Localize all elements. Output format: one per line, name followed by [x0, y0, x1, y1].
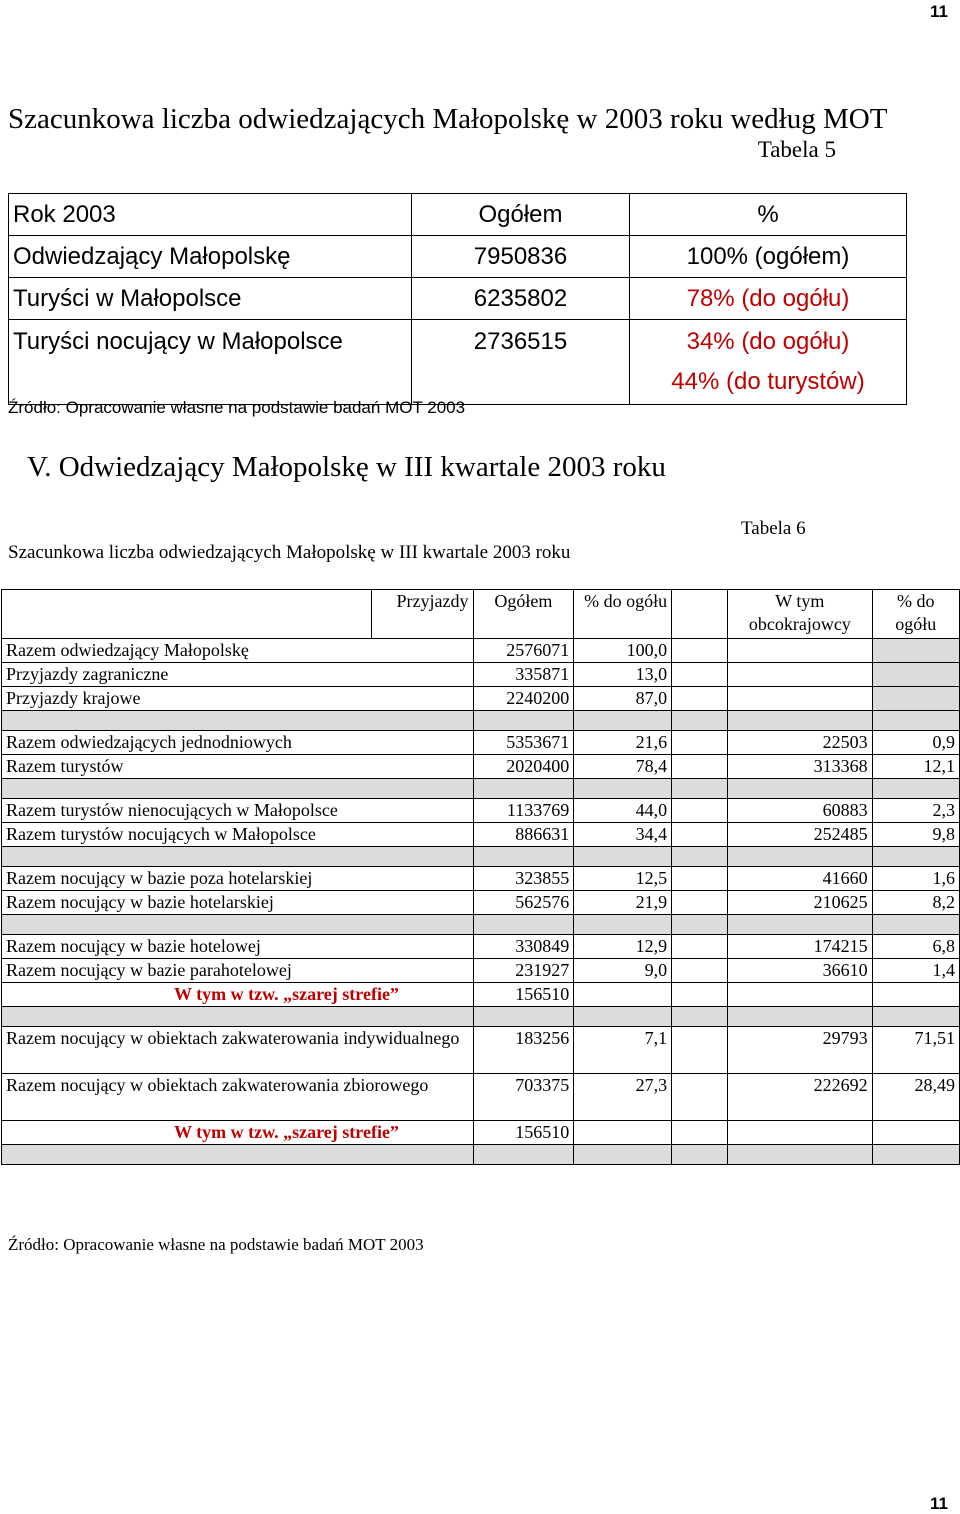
table5-cell-total: 7950836 — [412, 236, 630, 278]
table6-cell-gap — [672, 1074, 728, 1121]
table6-cell-foreign: 252485 — [728, 823, 873, 847]
table6-cell-gap — [672, 1121, 728, 1145]
table6-cell-pct: 44,0 — [574, 799, 672, 823]
table6-cell-gap — [672, 891, 728, 915]
table6-cell-gap — [672, 731, 728, 755]
table6-spacer-row — [2, 915, 960, 935]
table6-row — [2, 935, 960, 959]
table6-spacer-row — [2, 779, 960, 799]
table6-cell-total: 703375 — [473, 1074, 574, 1121]
table6-cell-name: Razem nocujący w bazie poza hotelarskiej — [2, 867, 474, 891]
page-number-bottom: 11 — [930, 1494, 948, 1513]
table6-header-row — [2, 590, 960, 639]
table6-cell-pct2: 8,2 — [872, 891, 959, 915]
table6-header-gap — [672, 590, 728, 639]
table6-cell-foreign: 210625 — [728, 891, 873, 915]
table6-cell-name: Razem nocujący w bazie hotelowej — [2, 935, 474, 959]
table6-cell-gap — [672, 687, 728, 711]
table6-row — [2, 639, 960, 663]
table6-row — [2, 959, 960, 983]
table6-cell-pct: 12,9 — [574, 935, 672, 959]
table6-cell-foreign — [728, 1121, 873, 1145]
table5-header-total: Ogółem — [412, 194, 630, 236]
table6-cell-gap — [672, 983, 728, 1007]
table6-cell-pct: 100,0 — [574, 639, 672, 663]
table6-cell-name: Przyjazdy zagraniczne — [2, 663, 474, 687]
section-heading: V. Odwiedzający Małopolskę w III kwartale 2003 roku — [27, 451, 666, 483]
table6-cell-pct2: 2,3 — [872, 799, 959, 823]
table6-cell-foreign — [728, 687, 873, 711]
table6-cell-name: Razem nocujący w bazie parahotelowej — [2, 959, 474, 983]
table6-cell-pct2 — [872, 663, 959, 687]
table6-cell-total: 330849 — [473, 935, 574, 959]
table5-cell-pct: 78% (do ogółu) — [630, 278, 907, 320]
table6-row — [2, 731, 960, 755]
table6-cell-name: Przyjazdy krajowe — [2, 687, 474, 711]
table6-cell-pct: 21,9 — [574, 891, 672, 915]
table5-cell-name: Odwiedzający Małopolskę — [9, 236, 412, 278]
table6-cell-gap — [672, 823, 728, 847]
table6-cell-gap — [672, 959, 728, 983]
table6-cell-name: W tym w tzw. „szarej strefie” — [2, 983, 474, 1007]
table6-cell-gap — [672, 867, 728, 891]
table6-cell-foreign: 222692 — [728, 1074, 873, 1121]
table6-spacer-row — [2, 1007, 960, 1027]
table6-cell-foreign — [728, 639, 873, 663]
table6-cell-total: 156510 — [473, 1121, 574, 1145]
table6-row — [2, 755, 960, 779]
table5-row — [9, 320, 907, 405]
table6-cell-total: 183256 — [473, 1027, 574, 1074]
table6-cell-name: Razem nocujący w obiektach zakwaterowania zbiorowego — [2, 1074, 474, 1121]
table6-header-pct: % do ogółu — [574, 590, 672, 639]
table6-row — [2, 1027, 960, 1074]
table6-cell-name: Razem turystów nocujących w Małopolsce — [2, 823, 474, 847]
table6-cell-foreign: 22503 — [728, 731, 873, 755]
table6-cell-foreign: 60883 — [728, 799, 873, 823]
table6-header-ogolem: Ogółem — [473, 590, 574, 639]
table6-cell-pct2 — [872, 639, 959, 663]
table6-cell-gap — [672, 755, 728, 779]
table6-cell-name: Razem turystów nienocujących w Małopolsce — [2, 799, 474, 823]
table5-cell-pct — [630, 320, 907, 405]
table6-row — [2, 1121, 960, 1145]
table6-header-foreign: W tym obcokrajowcy — [728, 590, 873, 639]
table6-source: Źródło: Opracowanie własne na podstawie badań MOT 2003 — [8, 1235, 424, 1254]
table6-spacer-row — [2, 711, 960, 731]
table6-cell-foreign: 174215 — [728, 935, 873, 959]
table5-cell-total: 6235802 — [412, 278, 630, 320]
table6-cell-pct — [574, 1121, 672, 1145]
table6-row — [2, 1074, 960, 1121]
table6-cell-pct: 9,0 — [574, 959, 672, 983]
table6-cell-pct2: 71,51 — [872, 1027, 959, 1074]
table6-row — [2, 891, 960, 915]
table6-row — [2, 867, 960, 891]
table5-header-pct: % — [630, 194, 907, 236]
table6-cell-pct2: 0,9 — [872, 731, 959, 755]
table6-header-przyjazdy: Przyjazdy — [372, 590, 473, 639]
table6-cell-pct2 — [872, 687, 959, 711]
table6-row — [2, 799, 960, 823]
table6-cell-total: 886631 — [473, 823, 574, 847]
table6-cell-pct: 27,3 — [574, 1074, 672, 1121]
table6-cell-foreign: 29793 — [728, 1027, 873, 1074]
table5-cell-name: Turyści w Małopolsce — [9, 278, 412, 320]
table6-cell-pct2: 28,49 — [872, 1074, 959, 1121]
table6-title: Szacunkowa liczba odwiedzających Małopolskę w III kwartale 2003 roku — [8, 542, 571, 563]
table6-cell-foreign: 313368 — [728, 755, 873, 779]
table6-cell-total: 1133769 — [473, 799, 574, 823]
table6-cell-gap — [672, 639, 728, 663]
table6-row — [2, 823, 960, 847]
table5-cell-name — [9, 320, 412, 405]
table6-cell-name: Razem odwiedzających jednodniowych — [2, 731, 474, 755]
table6-cell-gap — [672, 935, 728, 959]
table6-cell-total: 323855 — [473, 867, 574, 891]
table5-cell-pct: 100% (ogółem) — [630, 236, 907, 278]
table6-row — [2, 983, 960, 1007]
table6-cell-pct — [574, 983, 672, 1007]
table6-row — [2, 687, 960, 711]
table5-row — [9, 278, 907, 320]
table6-cell-pct2 — [872, 983, 959, 1007]
table5-title: Szacunkowa liczba odwiedzających Małopolskę w 2003 roku według MOT — [8, 103, 888, 135]
table6-cell-pct: 21,6 — [574, 731, 672, 755]
table6-cell-pct2: 1,4 — [872, 959, 959, 983]
table6-cell-name: Razem nocujący w obiektach zakwaterowania indywidualnego — [2, 1027, 474, 1074]
table5-source: Źródło: Opracowanie własne na podstawie badań MOT 2003 — [8, 398, 466, 417]
table6-cell-total: 562576 — [473, 891, 574, 915]
table6-cell-pct: 78,4 — [574, 755, 672, 779]
table6-header-empty — [2, 590, 372, 639]
table6-cell-pct: 13,0 — [574, 663, 672, 687]
table5-cell-pct-line2: 44% (do turystów) — [671, 368, 865, 395]
table6-cell-pct: 34,4 — [574, 823, 672, 847]
table6-cell-pct2: 9,8 — [872, 823, 959, 847]
table6-cell-name: W tym w tzw. „szarej strefie” — [2, 1121, 474, 1145]
table6-cell-gap — [672, 799, 728, 823]
table6-spacer-row — [2, 847, 960, 867]
table5 — [8, 193, 907, 405]
table6-spacer-row — [2, 1145, 960, 1165]
table6-label: Tabela 6 — [741, 518, 806, 539]
table6-cell-pct2: 1,6 — [872, 867, 959, 891]
table6-row — [2, 663, 960, 687]
table6-cell-foreign: 36610 — [728, 959, 873, 983]
table5-cell-total-text: 2736515 — [473, 328, 568, 355]
table6-cell-pct2 — [872, 1121, 959, 1145]
table6-cell-total: 2240200 — [473, 687, 574, 711]
table6-cell-pct: 87,0 — [574, 687, 672, 711]
page-number-top: 11 — [930, 2, 948, 21]
table6-cell-total: 5353671 — [473, 731, 574, 755]
table6-cell-total: 231927 — [473, 959, 574, 983]
table6-cell-total: 156510 — [473, 983, 574, 1007]
table5-label: Tabela 5 — [757, 137, 836, 162]
table5-cell-pct-line1: 34% (do ogółu) — [686, 328, 850, 355]
table6-cell-name: Razem turystów — [2, 755, 474, 779]
table6-cell-name: Razem odwiedzający Małopolskę — [2, 639, 474, 663]
table5-header-row — [9, 194, 907, 236]
table6-cell-gap — [672, 663, 728, 687]
table6-cell-pct2: 6,8 — [872, 935, 959, 959]
table6-cell-pct: 7,1 — [574, 1027, 672, 1074]
table5-row — [9, 236, 907, 278]
table6 — [1, 589, 960, 1165]
table6-cell-total: 2020400 — [473, 755, 574, 779]
table6-cell-foreign: 41660 — [728, 867, 873, 891]
table5-cell-total — [412, 320, 630, 405]
table6-cell-pct2: 12,1 — [872, 755, 959, 779]
table5-cell-name-text: Turyści nocujący w Małopolsce — [13, 328, 343, 355]
table5-header-year: Rok 2003 — [9, 194, 412, 236]
table6-header-pct2: % do ogółu — [872, 590, 959, 639]
table6-cell-total: 2576071 — [473, 639, 574, 663]
table6-cell-total: 335871 — [473, 663, 574, 687]
table6-cell-foreign — [728, 663, 873, 687]
table6-cell-gap — [672, 1027, 728, 1074]
table6-cell-foreign — [728, 983, 873, 1007]
table6-cell-name: Razem nocujący w bazie hotelarskiej — [2, 891, 474, 915]
table6-cell-pct: 12,5 — [574, 867, 672, 891]
